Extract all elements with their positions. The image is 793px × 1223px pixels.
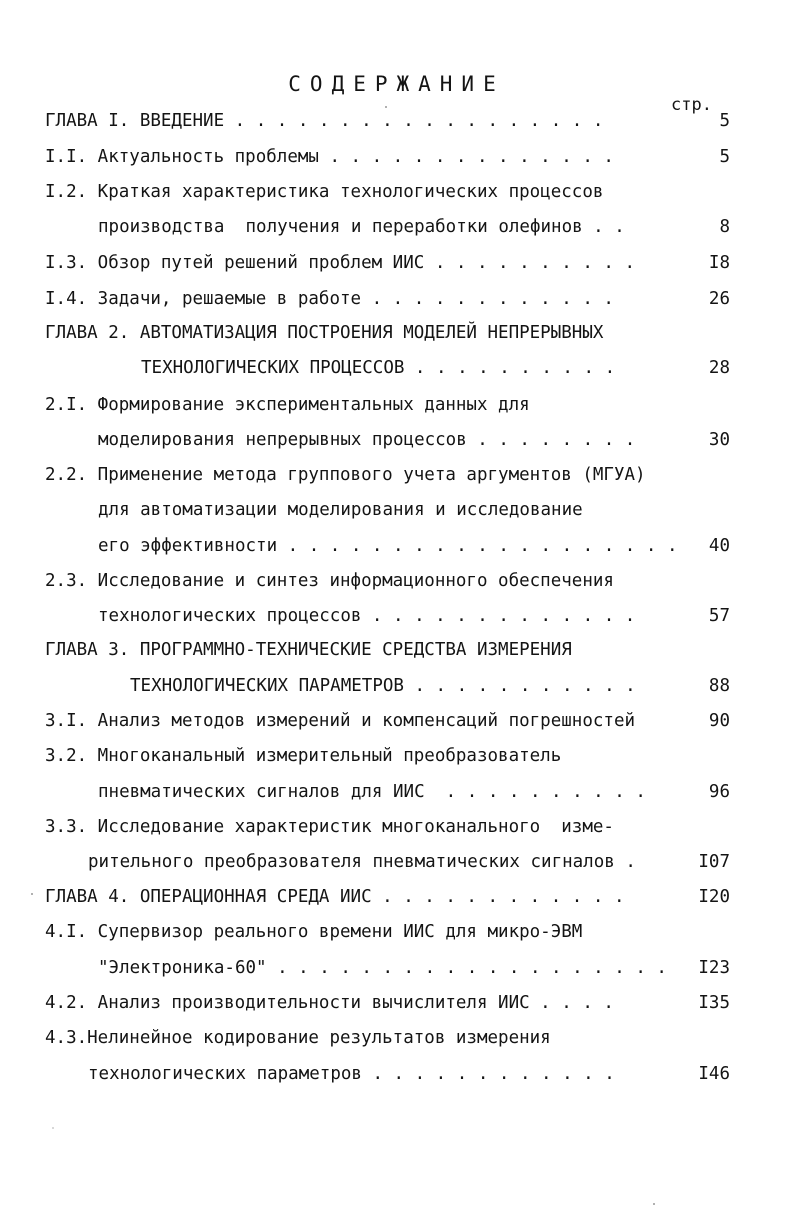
toc-line: технологических процессов . . . . . . . . . . . . . bbox=[98, 606, 636, 626]
toc-line: ГЛАВА 4. ОПЕРАЦИОННАЯ СРЕДА ИИС . . . . . . . . . . . . bbox=[45, 887, 625, 907]
toc-line: его эффективности . . . . . . . . . . . . . . . . . . . bbox=[98, 536, 678, 556]
toc-line: 3.3. Исследование характеристик многоканального изме- bbox=[45, 817, 614, 837]
toc-line: ГЛАВА I. ВВЕДЕНИЕ . . . . . . . . . . . . . . . . . . bbox=[45, 111, 604, 131]
toc-page-number: 28 bbox=[708, 358, 730, 378]
toc-line: I.2. Краткая характеристика технологических процессов bbox=[45, 182, 604, 202]
toc-line: 2.2. Применение метода группового учета аргументов (МГУА) bbox=[45, 465, 646, 485]
toc-line: пневматических сигналов для ИИС . . . . . . . . . . bbox=[98, 782, 646, 802]
toc-line: 3.I. Анализ методов измерений и компенсаций погрешностей bbox=[45, 711, 636, 731]
toc-page-number: 5 bbox=[719, 147, 730, 167]
toc-page-number: I46 bbox=[698, 1064, 730, 1084]
toc-line: 4.3.Нелинейное кодирование результатов измерения bbox=[45, 1028, 551, 1048]
toc-page-number: I20 bbox=[698, 887, 730, 907]
toc-line: I.3. Обзор путей решений проблем ИИС . . . . . . . . . . bbox=[45, 253, 636, 273]
toc-page-number: 40 bbox=[708, 536, 730, 556]
toc-line: 2.3. Исследование и синтез информационного обеспечения bbox=[45, 571, 614, 591]
toc-line: ТЕХНОЛОГИЧЕСКИХ ПАРАМЕТРОВ . . . . . . . . . . . bbox=[130, 676, 636, 696]
toc-line: 2.I. Формирование экспериментальных данных для bbox=[45, 395, 530, 415]
toc-page-number: 30 bbox=[708, 430, 730, 450]
toc-line: моделирования непрерывных процессов . . . . . . . . bbox=[98, 430, 636, 450]
toc-line: I.4. Задачи, решаемые в работе . . . . . . . . . . . . bbox=[45, 289, 614, 309]
toc-page-number: I35 bbox=[698, 993, 730, 1013]
toc-line: производства получения и переработки олефинов . . bbox=[98, 217, 625, 237]
toc-line: для автоматизации моделирования и исследование bbox=[98, 500, 583, 520]
toc-page-number: 90 bbox=[708, 711, 730, 731]
toc-page-number: 88 bbox=[708, 676, 730, 696]
toc-page-number: 26 bbox=[708, 289, 730, 309]
toc-line: ГЛАВА 2. АВТОМАТИЗАЦИЯ ПОСТРОЕНИЯ МОДЕЛЕЙ НЕПРЕРЫВНЫХ bbox=[45, 323, 604, 343]
toc-line: 3.2. Многоканальный измерительный преобразователь bbox=[45, 746, 562, 766]
toc-line: ГЛАВА 3. ПРОГРАММНО-ТЕХНИЧЕСКИЕ СРЕДСТВА ИЗМЕРЕНИЯ bbox=[45, 640, 572, 660]
toc-page-number: I07 bbox=[698, 852, 730, 872]
toc-line: "Электроника-60" . . . . . . . . . . . . . . . . . . . bbox=[98, 958, 667, 978]
scan-speck bbox=[653, 1203, 655, 1205]
toc-page-number: 5 bbox=[719, 111, 730, 131]
toc-page-number: I8 bbox=[708, 253, 730, 273]
toc-line: I.I. Актуальность проблемы . . . . . . . . . . . . . . bbox=[45, 147, 614, 167]
page-column-label: стр. bbox=[671, 95, 712, 115]
toc-line: 4.I. Супервизор реального времени ИИС для микро-ЭВМ bbox=[45, 922, 583, 942]
toc-title: СОДЕРЖАНИЕ bbox=[288, 72, 505, 96]
toc-line: рительного преобразователя пневматических сигналов . bbox=[88, 852, 636, 872]
scan-speck bbox=[385, 106, 387, 108]
scan-speck bbox=[52, 1127, 54, 1129]
toc-line: ТЕХНОЛОГИЧЕСКИХ ПРОЦЕССОВ . . . . . . . . . . bbox=[141, 358, 616, 378]
toc-page-number: I23 bbox=[698, 958, 730, 978]
toc-page-number: 8 bbox=[719, 217, 730, 237]
toc-page-number: 96 bbox=[708, 782, 730, 802]
scan-speck bbox=[31, 893, 33, 895]
toc-line: технологических параметров . . . . . . . . . . . . bbox=[88, 1064, 615, 1084]
toc-page-number: 57 bbox=[708, 606, 730, 626]
toc-line: 4.2. Анализ производительности вычислителя ИИС . . . . bbox=[45, 993, 614, 1013]
